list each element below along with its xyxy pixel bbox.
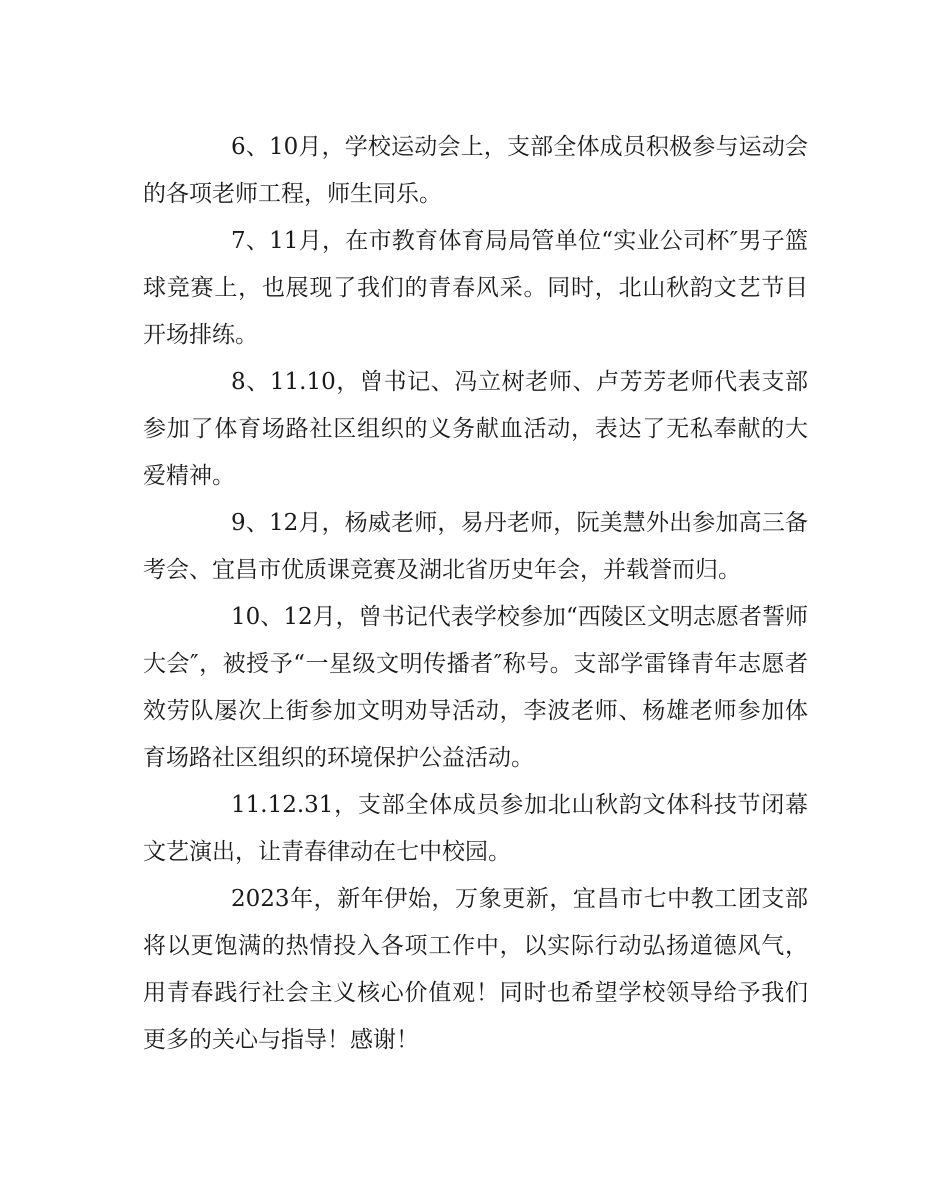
paragraph-new-year-outlook: 2023年，新年伊始，万象更新，宜昌市七中教工团支部将以更饱满的热情投入各项工作中，以实际行动弘扬道德风气，用青春践行社会主义核心价值观！同时也希望学校领导给予我们更多的关心与指导！感谢！ — [143, 886, 808, 1053]
document-body — [143, 124, 808, 1064]
paragraph-volunteer-activities: 10、12月，曾书记代表学校参加“西陵区文明志愿者誓师大会″，被授予“一星级文明传播者″称号。支部学雷锋青年志愿者效劳队屡次上街参加文明劝导活动，李波老师、杨雄老师参加体育场路社区组织的环境保护公益活动。 — [143, 604, 808, 771]
paragraph-basketball-match: 7、11月，在市教育体育局局管单位“实业公司杯″男子篮球竞赛上，也展现了我们的青春风采。同时，北山秋韵文艺节目开场排练。 — [143, 228, 808, 348]
paragraph-sports-meet: 6、10月，学校运动会上，支部全体成员积极参与运动会的各项老师工程，师生同乐。 — [143, 134, 808, 207]
paragraph-blood-donation: 8、11.10，曾书记、冯立树老师、卢芳芳老师代表支部参加了体育场路社区组织的义务献血活动，表达了无私奉献的大爱精神。 — [143, 369, 808, 489]
paragraph-external-meetings: 9、12月，杨威老师，易丹老师，阮美慧外出参加高三备考会、宜昌市优质课竞赛及湖北省历史年会，并载誉而归。 — [143, 510, 808, 583]
paragraph-closing-performance: 11.12.31，支部全体成员参加北山秋韵文体科技节闭幕文艺演出，让青春律动在七中校园。 — [143, 792, 808, 865]
